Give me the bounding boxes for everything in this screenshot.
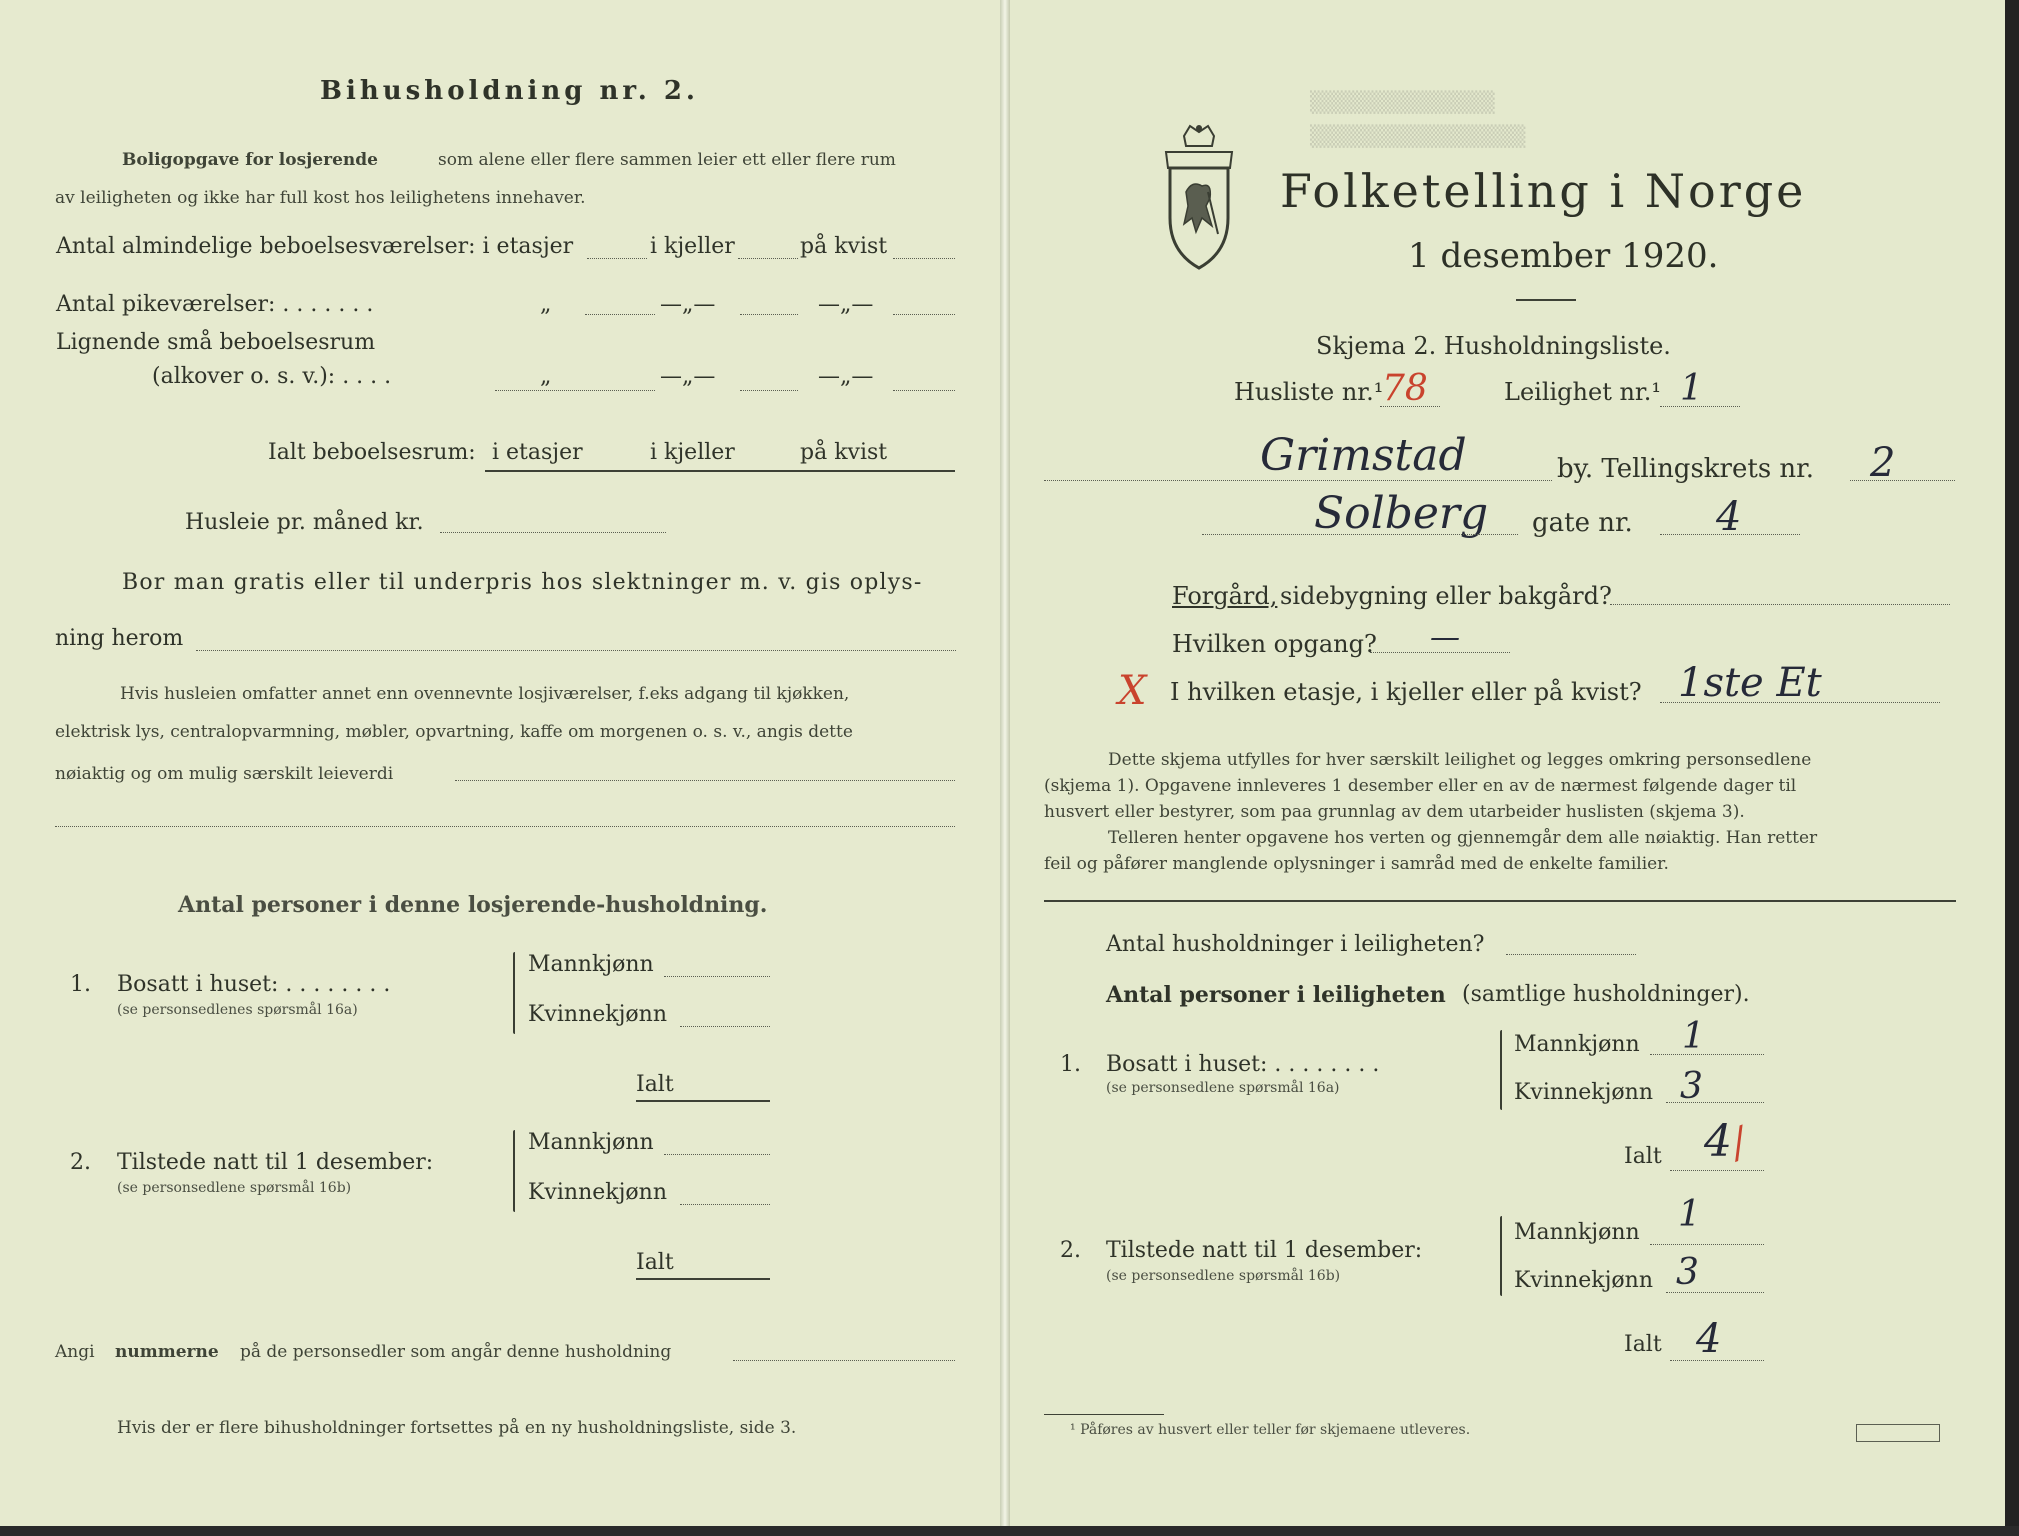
gate-line [1202, 534, 1518, 535]
right-title: Folketelling i Norge [1280, 164, 1807, 218]
r-q1-sub: (se personsedlene spørsmål 16a) [1106, 1080, 1340, 1096]
bleed-through-1: ▒▒▒▒▒▒▒▒▒▒▒▒ [1310, 90, 1495, 114]
r-q2-num: 2. [1060, 1238, 1081, 1263]
pike-label: Antal pikeværelser: . . . . . . . [56, 292, 374, 317]
angi-bold: nummerne [115, 1342, 219, 1362]
r-q2-ialt-line [1670, 1360, 1764, 1361]
rooms-kjeller: i kjeller [650, 234, 735, 259]
antal-hus-line [1506, 954, 1636, 955]
q1-label: Bosatt i huset: . . . . . . . . [117, 972, 391, 997]
lignende-ditto-c: —„— [818, 364, 874, 389]
gate-value: Solberg [1314, 488, 1489, 539]
opgang-value: — [1430, 620, 1460, 655]
by-line [1044, 480, 1552, 481]
q1-ialt: Ialt [636, 1072, 674, 1097]
pike-ditto-a: „ [540, 292, 552, 317]
etasje-line [1660, 702, 1940, 703]
r-q2-ialt-value: 4 [1696, 1316, 1722, 1362]
r-q1-mann-value: 1 [1682, 1016, 1705, 1057]
forgaard-rest: sidebygning eller bakgård? [1280, 582, 1612, 610]
hvis-line3: nøiaktig og om mulig særskilt leieverdi [55, 764, 394, 784]
printer-stamp-icon [1856, 1424, 1940, 1442]
right-page [1010, 0, 2019, 1536]
bor-line1: Bor man gratis eller til underpris hos slektninger m. v. gis oplys- [122, 570, 923, 595]
r-q1-ialt-check: / [1724, 1119, 1753, 1167]
r-q1-ialt-line [1670, 1170, 1764, 1171]
q2-mann: Mannkjønn [528, 1130, 654, 1155]
forgaard-label: Forgård, [1172, 582, 1278, 610]
gate-nr-line [1660, 534, 1800, 535]
pike-line-c [893, 314, 955, 315]
title-divider [1516, 299, 1576, 301]
husliste-line [1380, 406, 1440, 407]
r-q1-ialt: Ialt [1624, 1144, 1662, 1169]
hvis-line1: Hvis husleien omfatter annet enn ovennevnte losjiværelser, f.eks adgang til kjøkken, [120, 684, 850, 704]
q2-num: 2. [70, 1150, 91, 1175]
scan-edge-right [2005, 0, 2019, 1536]
right-date: 1 desember 1920. [1408, 236, 1719, 276]
q2-ialt: Ialt [636, 1250, 674, 1275]
by-value: Grimstad [1260, 430, 1467, 481]
ialt-kjeller: i kjeller [650, 440, 735, 465]
antal-pers-rest: (samtlige husholdninger). [1462, 982, 1750, 1007]
r-q2-mann-value: 1 [1678, 1194, 1701, 1235]
by-label: by. Tellingskrets nr. [1557, 454, 1815, 484]
q2-ialt-line [636, 1278, 770, 1280]
q1-kvinne-line [680, 1026, 770, 1027]
pike-line-b [740, 314, 798, 315]
lignende-ditto-b: —„— [660, 364, 716, 389]
etasje-value: 1ste Et [1678, 660, 1822, 706]
intro-bold: Boligopgave for losjerende [122, 150, 378, 170]
ialt-label: Ialt beboelsesrum: [268, 440, 476, 465]
lignende-line2: (alkover o. s. v.): . . . . [152, 364, 392, 389]
lignende-line-a [495, 390, 655, 391]
q1-kvinne: Kvinnekjønn [528, 1002, 667, 1027]
skjema-label: Skjema 2. Husholdningsliste. [1316, 332, 1671, 360]
scan-edge-bottom [0, 1526, 2019, 1536]
section-title: Antal personer i denne losjerende-husholdning. [178, 892, 768, 918]
rooms-kvist-line [893, 258, 955, 259]
r-q2-brace [1500, 1216, 1502, 1296]
info-line3: husvert eller bestyrer, som paa grunnlag av dem utarbeider huslisten (skjema 3). [1044, 802, 1745, 822]
r-q2-kvinne-value: 3 [1676, 1252, 1699, 1293]
left-page [0, 0, 1000, 1536]
info-line5: feil og påfører manglende oplysninger i samråd med de enkelte familier. [1044, 854, 1669, 874]
etasje-mark: X [1118, 668, 1147, 714]
ialt-etasjer: i etasjer [492, 440, 583, 465]
pike-ditto-b: —„— [660, 292, 716, 317]
q2-kvinne: Kvinnekjønn [528, 1180, 667, 1205]
rooms-etasjer-line [587, 258, 647, 259]
intro-rest: som alene eller flere sammen leier ett eller flere rum [438, 150, 896, 170]
q2-brace [513, 1130, 515, 1212]
lignende-line1: Lignende små beboelsesrum [56, 330, 376, 355]
r-q2-mann: Mannkjønn [1514, 1220, 1640, 1245]
r-q2-ialt: Ialt [1624, 1332, 1662, 1357]
hvis-answer-line2 [55, 826, 955, 827]
r-q1-kvinne: Kvinnekjønn [1514, 1080, 1653, 1105]
info-divider [1044, 900, 1956, 902]
krets-line [1850, 480, 1955, 481]
leilighet-value: 1 [1680, 368, 1703, 409]
q2-kvinne-line [680, 1204, 770, 1205]
q1-sub: (se personsedlenes spørsmål 16a) [117, 1002, 358, 1018]
rooms-kvist: på kvist [800, 234, 888, 259]
page-fold [1000, 0, 1010, 1536]
lignende-line-c [893, 390, 955, 391]
husliste-label: Husliste nr.¹ [1234, 378, 1384, 406]
left-title: Bihusholdning nr. 2. [320, 76, 699, 106]
r-q2-sub: (se personsedlene spørsmål 16b) [1106, 1268, 1341, 1284]
forgaard-line [1610, 604, 1950, 605]
left-footer: Hvis der er flere bihusholdninger fortsettes på en ny husholdningsliste, side 3. [117, 1418, 797, 1438]
hvis-answer-line [455, 780, 955, 781]
leilighet-line [1660, 406, 1740, 407]
gate-label: gate nr. [1532, 508, 1633, 538]
opgang-label: Hvilken opgang? [1172, 630, 1377, 658]
antal-pers-bold: Antal personer i leiligheten [1106, 982, 1446, 1008]
antal-hus-label: Antal husholdninger i leiligheten? [1106, 932, 1485, 957]
info-line2: (skjema 1). Opgavene innleveres 1 desember eller en av de nærmest følgende dager til [1044, 776, 1797, 796]
r-q1-mann-line [1650, 1054, 1764, 1055]
r-q1-kvinne-line [1666, 1102, 1764, 1103]
coat-of-arms-icon [1162, 122, 1236, 270]
angi-post: på de personsedler som angår denne husholdning [240, 1342, 672, 1362]
pike-line-a [585, 314, 655, 315]
rooms-kjeller-line [738, 258, 798, 259]
bleed-through-2: ▒▒▒▒▒▒▒▒▒▒▒▒▒▒ [1310, 124, 1526, 148]
husleie-label: Husleie pr. måned kr. [185, 510, 424, 535]
r-q1-kvinne-value: 3 [1680, 1066, 1703, 1107]
r-q1-brace [1500, 1030, 1502, 1110]
angi-line [733, 1360, 955, 1361]
angi-pre: Angi [55, 1342, 95, 1362]
q2-label: Tilstede natt til 1 desember: [117, 1150, 434, 1175]
etasje-label: I hvilken etasje, i kjeller eller på kvist? [1170, 678, 1642, 706]
q1-mann: Mannkjønn [528, 952, 654, 977]
q1-brace [513, 952, 515, 1034]
r-q1-label: Bosatt i huset: . . . . . . . . [1106, 1052, 1380, 1077]
r-q1-num: 1. [1060, 1052, 1081, 1077]
r-q2-mann-line [1650, 1244, 1764, 1245]
info-line1: Dette skjema utfylles for hver særskilt leilighet og legges omkring personsedlene [1108, 750, 1812, 770]
q1-mann-line [664, 976, 770, 977]
opgang-line [1370, 652, 1510, 653]
pike-ditto-c: —„— [818, 292, 874, 317]
rooms-label: Antal almindelige beboelsesværelser: i etasjer [56, 234, 574, 259]
footnote-rule [1044, 1414, 1164, 1415]
r-q1-mann: Mannkjønn [1514, 1032, 1640, 1057]
leilighet-label: Leilighet nr.¹ [1504, 378, 1662, 406]
intro-line2: av leiligheten og ikke har full kost hos leilighetens innehaver. [55, 188, 586, 208]
info-line4: Telleren henter opgavene hos verten og gjennemgår dem alle nøiaktig. Han retter [1108, 828, 1818, 848]
q1-ialt-line [636, 1100, 770, 1102]
hvis-line2: elektrisk lys, centralopvarmning, møbler, opvartning, kaffe om morgenen o. s. v., angis dette [55, 722, 853, 742]
r-q2-kvinne: Kvinnekjønn [1514, 1268, 1653, 1293]
bor-answer-line [196, 650, 956, 651]
ialt-kvist: på kvist [800, 440, 888, 465]
husliste-value: 78 [1382, 368, 1428, 409]
q2-mann-line [664, 1154, 770, 1155]
lignende-line-b [740, 390, 798, 391]
footnote: ¹ Påføres av husvert eller teller før skjemaene utleveres. [1070, 1422, 1471, 1438]
lignende-ditto-a: „ [540, 364, 552, 389]
bor-line2: ning herom [55, 626, 184, 651]
r-q1-ialt-value: 4 [1704, 1116, 1732, 1167]
krets-value: 2 [1870, 440, 1896, 486]
husleie-line [440, 532, 666, 533]
ialt-underline [485, 470, 955, 472]
gate-nr-value: 4 [1716, 494, 1742, 540]
q1-num: 1. [70, 972, 91, 997]
q2-sub: (se personsedlene spørsmål 16b) [117, 1180, 352, 1196]
r-q2-label: Tilstede natt til 1 desember: [1106, 1238, 1423, 1263]
r-q2-kvinne-line [1666, 1292, 1764, 1293]
